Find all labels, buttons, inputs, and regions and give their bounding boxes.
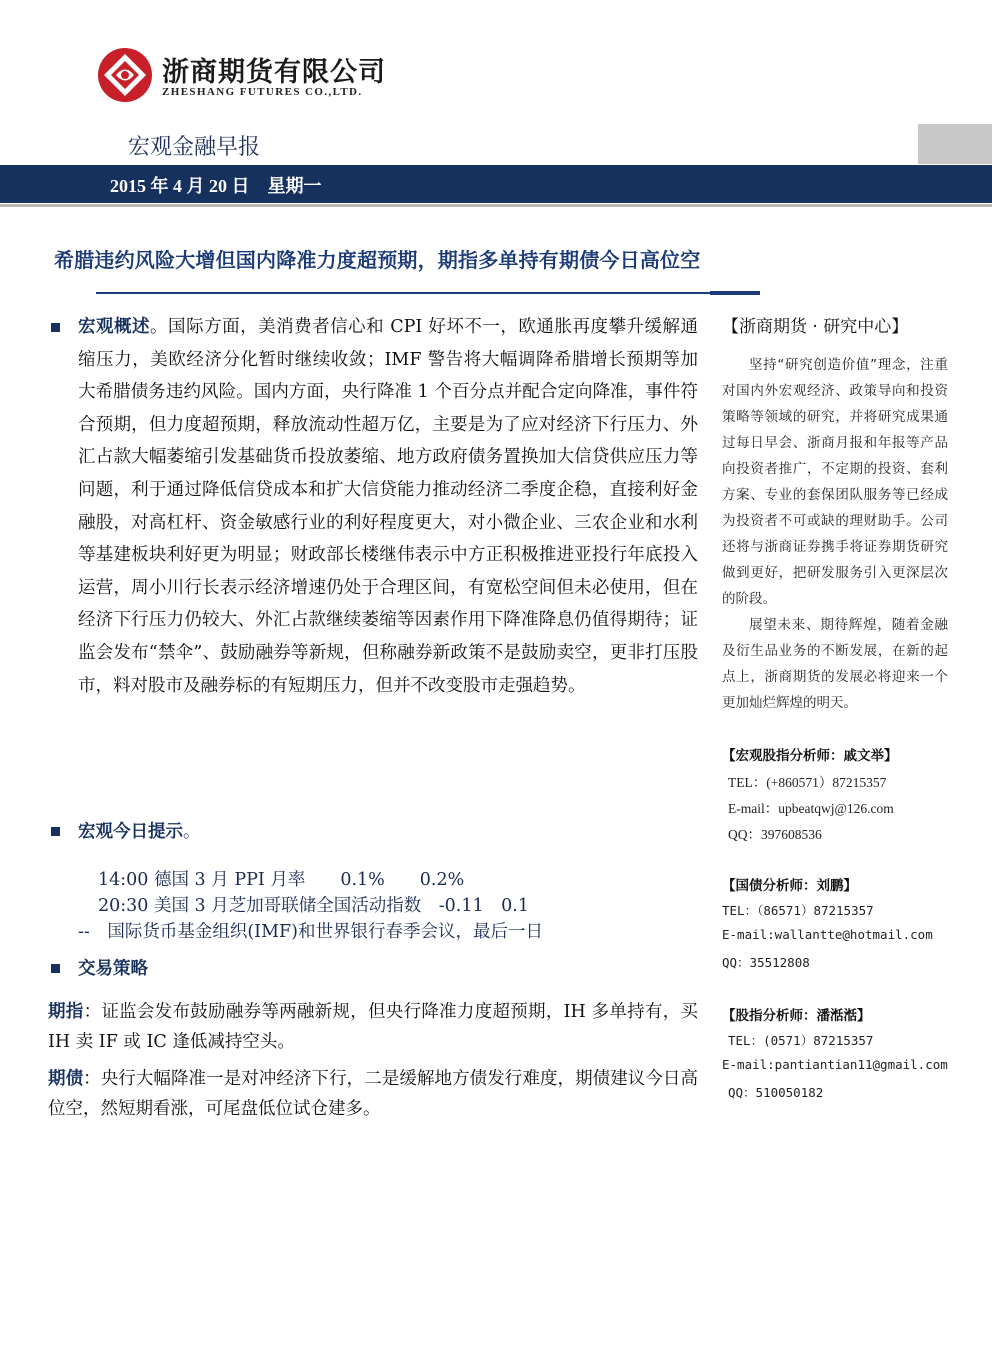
macro-overview-label: 宏观概述 xyxy=(78,317,151,337)
analyst-email[interactable]: E-mail:wallantte@hotmail.com xyxy=(722,927,933,942)
report-title: 宏观金融早报 xyxy=(128,135,261,160)
strategy-index-text: ：证监会发布鼓励融券等两融新规，但央行降准力度超预期，IH 多单持有，买 IH 卖 IF 或 IC 逢低减持空头。 xyxy=(48,1002,699,1052)
today-tips-suffix: 。 xyxy=(183,822,201,842)
event-item: 14:00 德国 3 月 PPI 月率 0.1% 0.2% xyxy=(98,870,465,890)
strategy-index-futures xyxy=(48,997,698,1057)
research-center-intro: 坚持“研究创造价值”理念，注重对国内外宏观经济、政策导向和投资策略等领域的研究，并将研究成果通过每日早会、浙商月报和年报等产品向投资者推广，不定期的投资、套利方案、专业的套保团队服务等已经成为投资者不可或缺的理财助手。公司还将与浙商证券携手将证券期货研究做到更好，把研发服务引入更深层次的阶段。 xyxy=(722,357,948,607)
headline: 希腊违约风险大增但国内降准力度超预期，期指多单持有期债今日高位空 xyxy=(54,248,701,272)
strategy-bond-futures xyxy=(48,1064,698,1124)
bullet-icon xyxy=(51,323,60,332)
research-center-outlook: 展望未来、期待辉煌，随着金融及衍生品业务的不断发展，在新的起点上，浙商期货的发展必将迎来一个更加灿烂辉煌的明天。 xyxy=(722,617,948,711)
strategy-bond-text: ：央行大幅降准一是对冲经济下行，二是缓解地方债发行难度，期债建议今日高位空，然短期看涨，可尾盘低位试仓建多。 xyxy=(48,1069,698,1119)
report-date: 2015 年 4 月 20 日 星期一 xyxy=(110,176,322,196)
analyst-email[interactable]: E-mail:pantiantian11@gmail.com xyxy=(722,1057,948,1072)
analyst-qq: QQ：397608536 xyxy=(728,827,822,842)
bullet-icon xyxy=(51,827,60,836)
analyst-tel: TEL：（86571）87215357 xyxy=(722,903,874,918)
analyst-qq: QQ：510050182 xyxy=(728,1085,824,1100)
event-item: -- 国际货币基金组织(IMF)和世界银行春季会议，最后一日 xyxy=(78,922,543,942)
date-bar-underline xyxy=(0,204,992,207)
analyst-title: 【宏观股指分析师：戚文举】 xyxy=(722,748,898,764)
analyst-tel: TEL：(0571）87215357 xyxy=(728,1033,874,1048)
bullet-icon xyxy=(51,964,60,973)
today-tips-heading xyxy=(78,818,201,843)
analyst-title: 【国债分析师：刘鹏】 xyxy=(722,878,857,894)
event-item: 20:30 美国 3 月芝加哥联储全国活动指数 -0.11 0.1 xyxy=(98,896,529,916)
headline-divider xyxy=(96,292,710,294)
strategy-index-label: 期指 xyxy=(48,1002,84,1022)
header-accent-block xyxy=(918,124,992,164)
macro-overview-text: 。国际方面，美消费者信心和 CPI 好坏不一，欧通胀再度攀升缓解通缩压力，美欧经济分化暂时继续收敛；IMF 警告将大幅调降希腊增长预期等加大希腊债务违约风险。国内方面，央行降准 1 个百分点并配合定向降准，事件符合预期，但力度超预期，释放流动性超万亿，主要是为了应对经济下行压力、外汇占款大幅萎缩引发基础货币投放萎缩、地方政府债务置换加大信贷供应压力等问题，利于通过降低信贷成本和扩大信贷能力推动经济二季度企稳，直接利好金融股，对高杠杆、资金敏感行业的利好程度更大，对小微企业、三农企业和水利等基建板块利好更为明显；财政部长楼继伟表示中方正积极推进亚投行年底投入运营，周小川行长表示经济增速仍处于合理区间，有宽松空间但未必使用，但在经济下行压力仍较大、外汇占款继续萎缩等因素作用下降准降息仍值得期待；证监会发布“禁伞”、鼓励融券等新规，但称融券新政策不是鼓励卖空，更非打压股市，料对股市及融券标的有短期压力，但并不改变股市走强趋势。 xyxy=(78,317,699,696)
analyst-qq: QQ：35512808 xyxy=(722,955,810,970)
analyst-title: 【股指分析师：潘湉湉】 xyxy=(722,1008,871,1024)
company-name-cn: 浙商期货有限公司 xyxy=(162,57,386,88)
research-center-header: 【浙商期货 · 研究中心】 xyxy=(722,317,909,337)
strategy-bond-label: 期债 xyxy=(48,1069,84,1089)
analyst-email[interactable]: E-mail：upbeatqwj@126.com xyxy=(728,801,894,816)
today-tips-label: 宏观今日提示 xyxy=(78,822,183,842)
macro-overview xyxy=(78,311,698,702)
company-name-en: ZHESHANG FUTURES CO.,LTD. xyxy=(162,86,363,98)
zheshang-logo-icon xyxy=(96,46,154,104)
analyst-tel: TEL：(+860571）87215357 xyxy=(728,775,887,790)
headline-divider-accent xyxy=(710,291,760,295)
strategy-heading: 交易策略 xyxy=(78,959,148,979)
